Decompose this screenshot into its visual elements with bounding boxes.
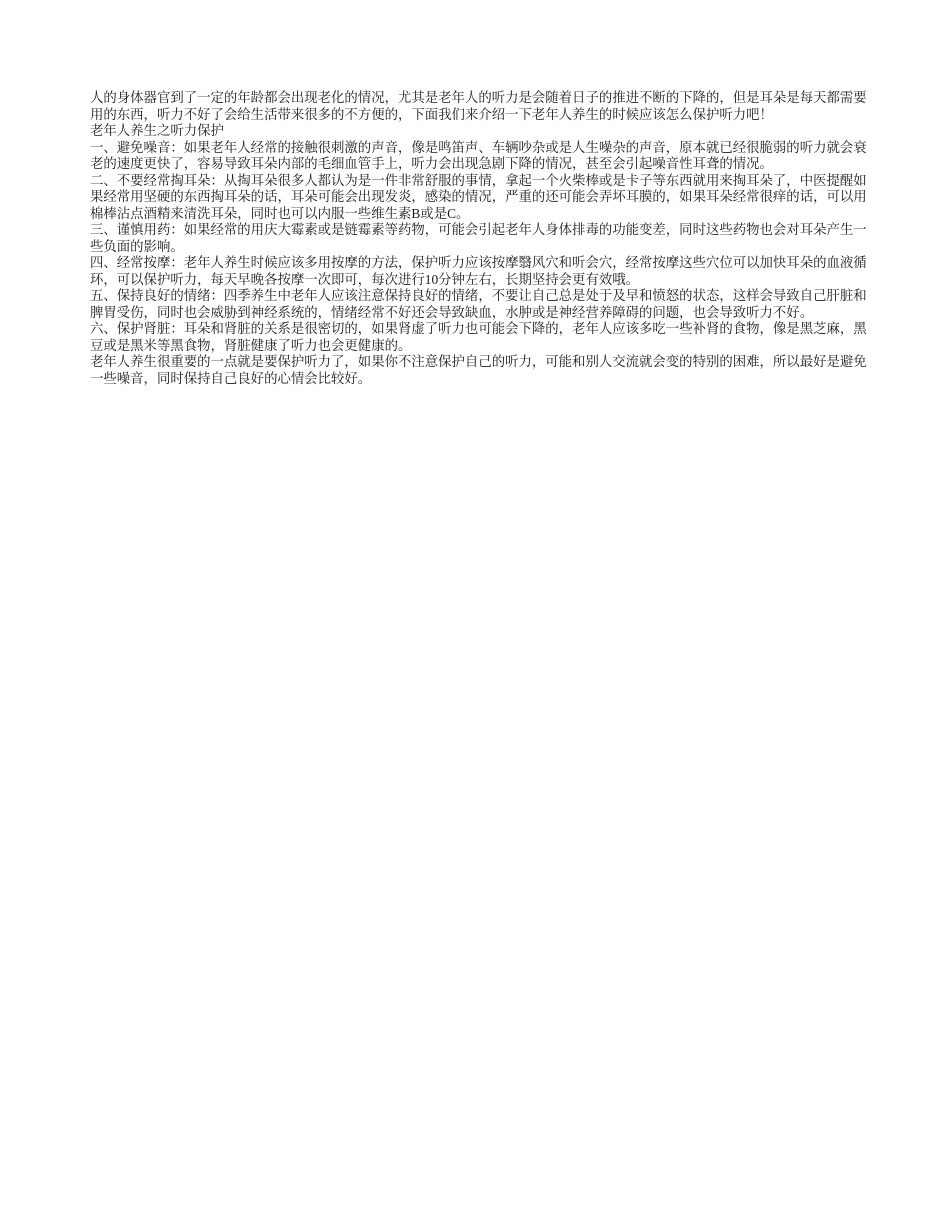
section-emotions: 五、保持良好的情绪：四季养生中老年人应该注意保持良好的情绪，不要让自己总是处于及早和愤怒的状态，这样会导致自己肝脏和脾胃受伤，同时也会威胁到神经系统的，情绪经常不好还会导致缺血，水肿或是神经营养障碍的问题，也会导致听力不好。 <box>90 288 867 320</box>
section-avoid-noise: 一、避免噪音：如果老年人经常的接触很刺激的声音，像是鸣笛声、车辆吵杂或是人生噪杂的声音，原本就已经很脆弱的听力就会衰老的速度更快了，容易导致耳朵内部的毛细血管手上，听力会出现急剧下降的情况，甚至会引起噪音性耳聋的情况。 <box>90 139 867 171</box>
intro-paragraph: 人的身体器官到了一定的年龄都会出现老化的情况，尤其是老年人的听力是会随着日子的推进不断的下降的，但是耳朵是每天都需要用的东西，听力不好了会给生活带来很多的不方便的，下面我们来介绍一下老年人养生的时候应该怎么保护听力吧！ <box>90 90 867 122</box>
section-ear-picking: 二、不要经常掏耳朵：从掏耳朵很多人都认为是一件非常舒服的事情，拿起一个火柴棒或是卡子等东西就用来掏耳朵了，中医提醒如果经常用坚硬的东西掏耳朵的话，耳朵可能会出现发炎，感染的情况，严重的还可能会弄坏耳膜的，如果耳朵经常很痒的话，可以用棉棒沾点酒精来清洗耳朵，同时也可以内服一些维生素B或是C。 <box>90 172 867 221</box>
section-medication: 三、谨慎用药：如果经常的用庆大霉素或是链霉素等药物，可能会引起老年人身体排毒的功能变差，同时这些药物也会对耳朵产生一些负面的影响。 <box>90 222 867 254</box>
article-title: 老年人养生之听力保护 <box>90 123 224 138</box>
section-massage: 四、经常按摩：老年人养生时候应该多用按摩的方法，保护听力应该按摩翳风穴和听会穴，经常按摩这些穴位可以加快耳朵的血液循环，可以保护听力，每天早晚各按摩一次即可，每次进行10分钟左右，长期坚持会更有效哦。 <box>90 255 867 287</box>
conclusion-paragraph: 老年人养生很重要的一点就是要保护听力了，如果你不注意保护自己的听力，可能和别人交流就会变的特别的困难，所以最好是避免一些噪音，同时保持自己良好的心情会比较好。 <box>90 354 867 386</box>
section-kidneys: 六、保护肾脏：耳朵和肾脏的关系是很密切的，如果肾虚了听力也可能会下降的，老年人应该多吃一些补肾的食物，像是黑芝麻，黑豆或是黑米等黑食物，肾脏健康了听力也会更健康的。 <box>90 321 867 353</box>
document-body <box>90 90 870 387</box>
